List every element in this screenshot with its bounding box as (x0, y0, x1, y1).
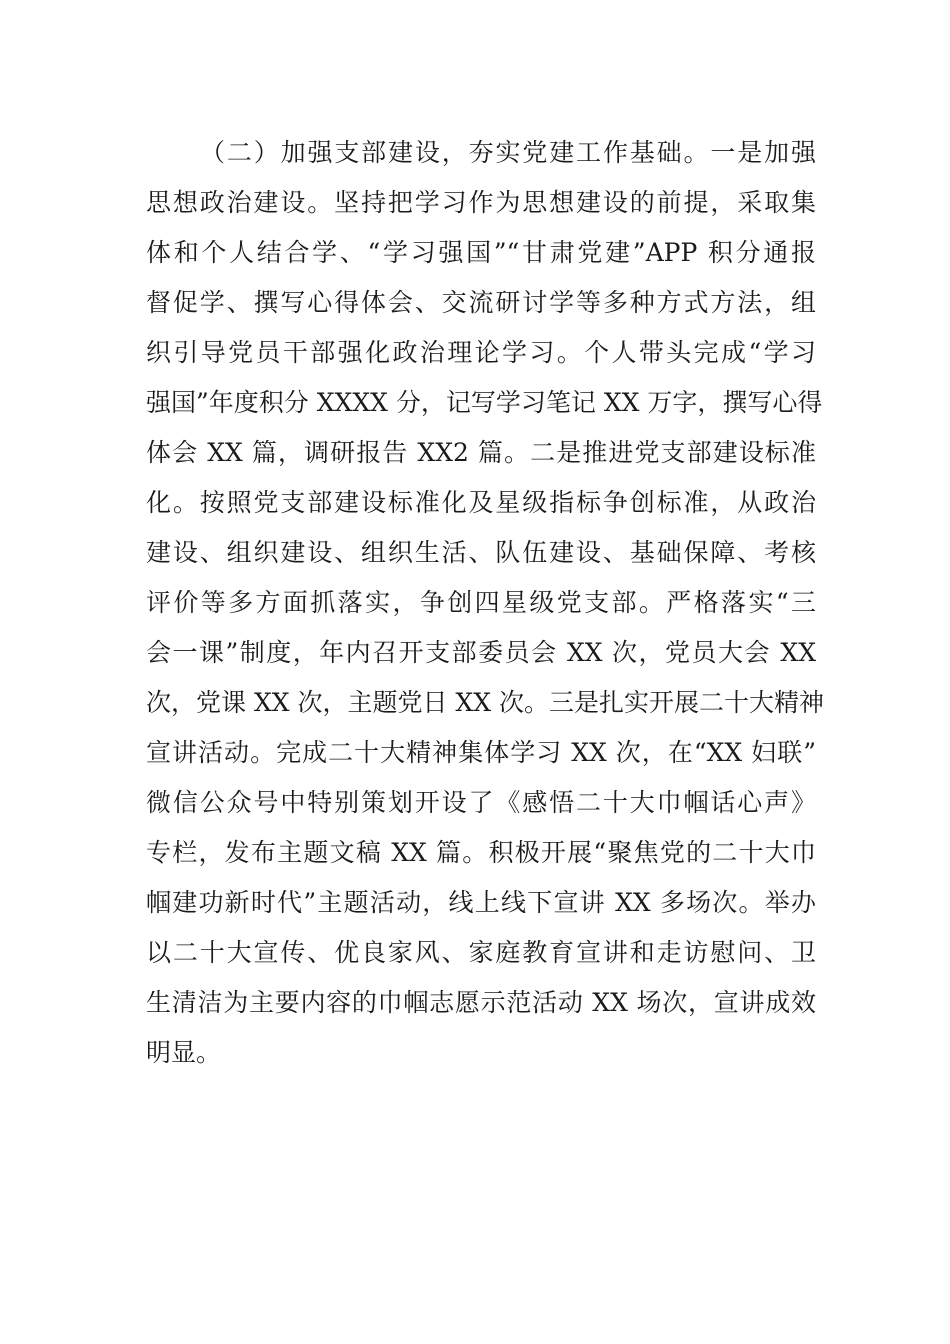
paragraph-line: 生清洁为主要内容的巾帼志愿示范活动 XX 场次，宣讲成效 (146, 988, 816, 1017)
paragraph-line: 宣讲活动。完成二十大精神集体学习 XX 次，在“XX 妇联” (146, 738, 816, 767)
paragraph-line: 会一课”制度，年内召开支部委员会 XX 次，党员大会 XX (146, 638, 816, 667)
paragraph-line: 化。按照党支部建设标准化及星级指标争创标准，从政治 (146, 488, 816, 517)
paragraph (146, 128, 824, 1078)
paragraph-line: （二）加强支部建设，夯实党建工作基础。一是加强 (200, 138, 816, 167)
paragraph-line: 体会 XX 篇，调研报告 XX2 篇。二是推进党支部建设标准 (146, 438, 816, 467)
paragraph-line: 织引导党员干部强化政治理论学习。个人带头完成“学习 (146, 338, 816, 367)
paragraph-line: 帼建功新时代”主题活动，线上线下宣讲 XX 多场次。举办 (146, 888, 816, 917)
paragraph-line: 专栏，发布主题文稿 XX 篇。积极开展“聚焦党的二十大巾 (146, 838, 816, 867)
paragraph-line: 以二十大宣传、优良家风、家庭教育宣讲和走访慰问、卫 (146, 938, 816, 967)
paragraph-line: 次，党课 XX 次，主题党日 XX 次。三是扎实开展二十大精神 (146, 688, 824, 717)
paragraph-line: 微信公众号中特别策划开设了《感悟二十大巾帼话心声》 (146, 788, 816, 817)
paragraph-line: 督促学、撰写心得体会、交流研讨学等多种方式方法，组 (146, 288, 816, 317)
paragraph-line: 思想政治建设。坚持把学习作为思想建设的前提，采取集 (146, 188, 816, 217)
paragraph-line: 评价等多方面抓落实，争创四星级党支部。严格落实“三 (146, 588, 816, 617)
paragraph-line: 强国”年度积分 XXXX 分，记写学习笔记 XX 万字，撰写心得 (146, 388, 823, 417)
paragraph-line: 体和个人结合学、“学习强国”“甘肃党建”APP 积分通报 (146, 238, 816, 267)
paragraph-line: 建设、组织建设、组织生活、队伍建设、基础保障、考核 (146, 538, 816, 567)
paragraph-line: 明显。 (146, 1038, 222, 1067)
